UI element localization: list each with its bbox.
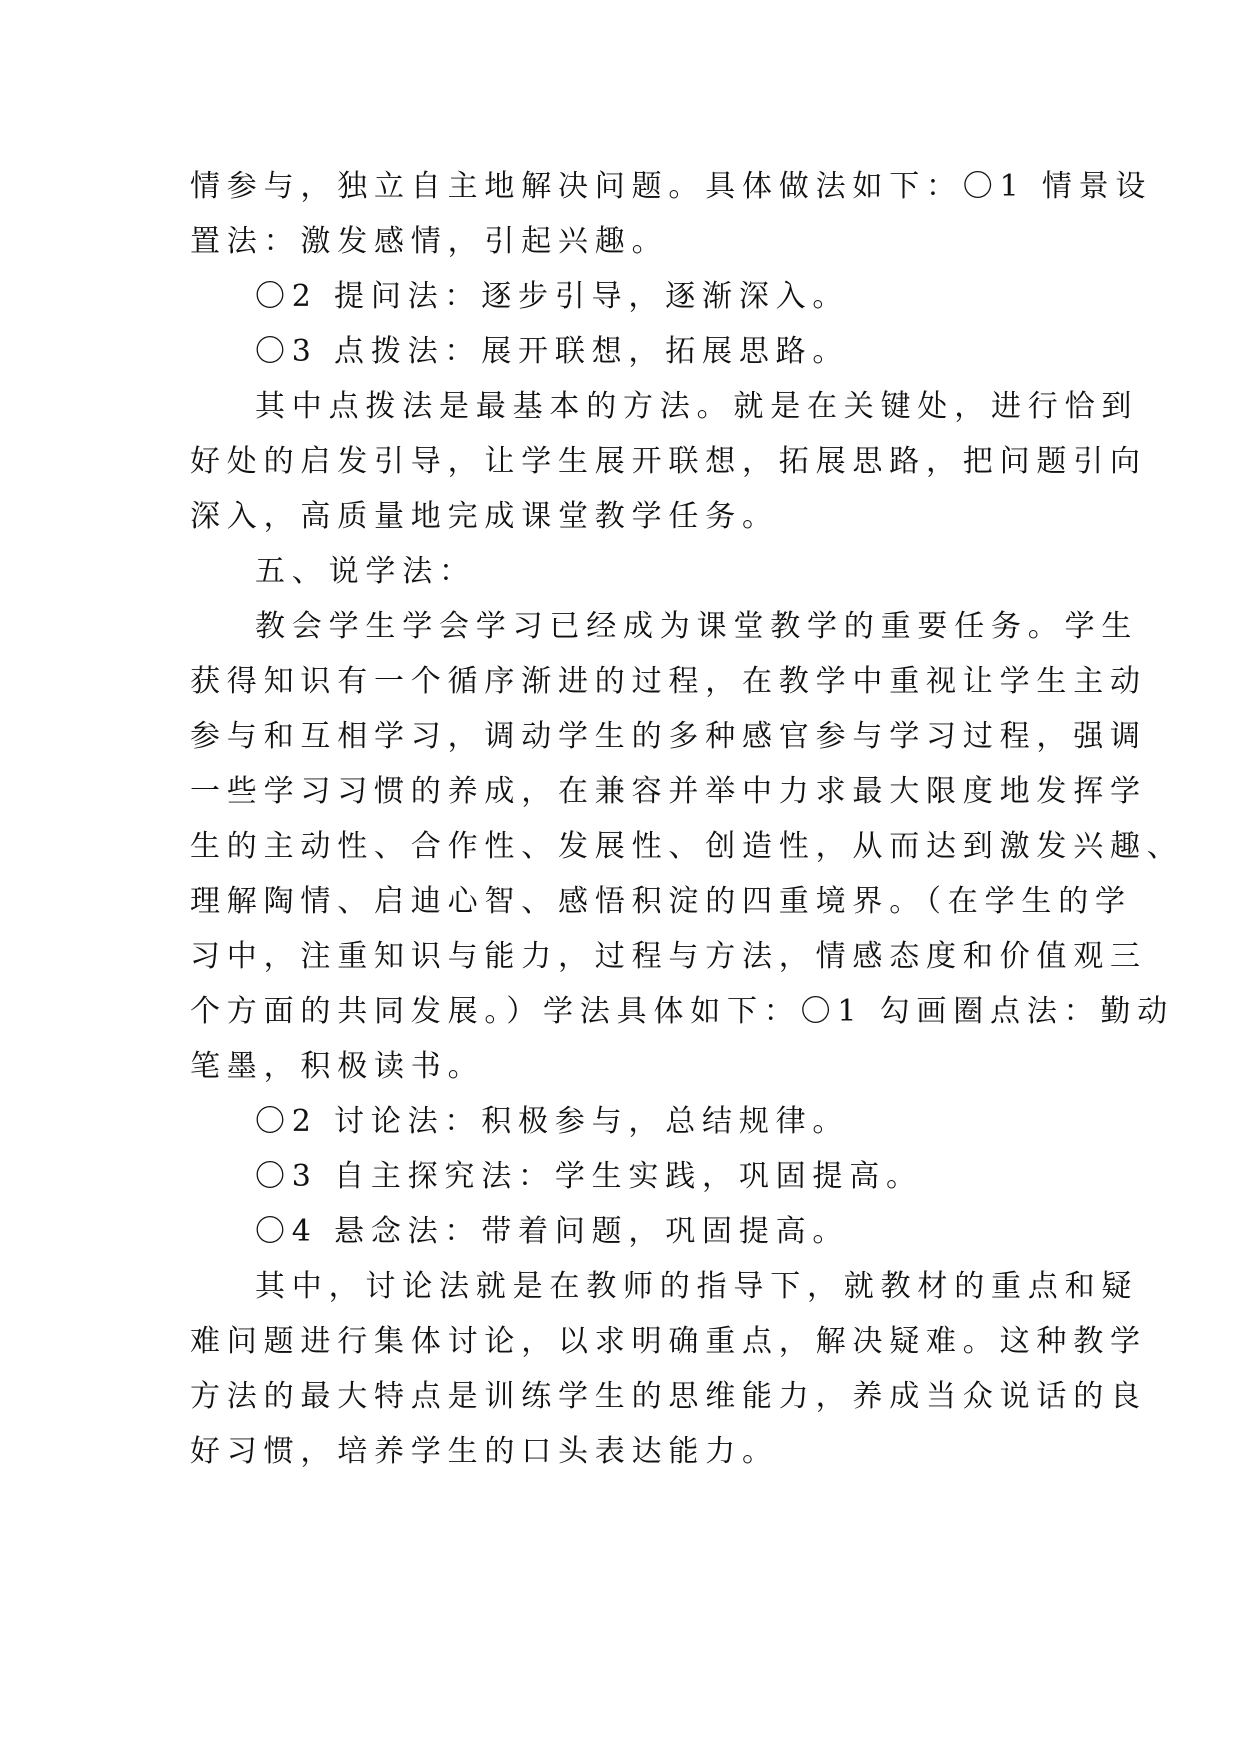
text-line: 笔墨，积极读书。 <box>190 1049 485 1084</box>
text-line: 生的主动性、合作性、发展性、创造性，从而达到激发兴趣、 <box>190 829 1184 864</box>
text-line: 习中，注重知识与能力，过程与方法，情感态度和价值观三 <box>190 939 1147 974</box>
paragraph-start: 其中点拨法是最基本的方法。就是在关键处，进行恰到 <box>255 389 1139 424</box>
text-line: 难问题进行集体讨论，以求明确重点，解决疑难。这种教学 <box>190 1324 1147 1359</box>
text-line: 个方面的共同发展。）学法具体如下：〇1 勾画圈点法：勤动 <box>190 994 1175 1029</box>
text-line: 深入，高质量地完成课堂教学任务。 <box>190 499 779 534</box>
list-item: 〇4 悬念法：带着问题，巩固提高。 <box>255 1214 850 1249</box>
section-heading: 五、说学法： <box>255 554 476 589</box>
text-line: 置法：激发感情，引起兴趣。 <box>190 224 669 259</box>
text-line: 好习惯，培养学生的口头表达能力。 <box>190 1434 779 1469</box>
text-line: 理解陶情、启迪心智、感悟积淀的四重境界。（在学生的学 <box>190 884 1132 919</box>
list-item: 〇2 讨论法：积极参与，总结规律。 <box>255 1104 850 1139</box>
list-item: 〇3 点拨法：展开联想，拓展思路。 <box>255 334 850 369</box>
text-line: 一些学习习惯的养成，在兼容并举中力求最大限度地发挥学 <box>190 774 1147 809</box>
list-item: 〇2 提问法：逐步引导，逐渐深入。 <box>255 279 850 314</box>
paragraph-start: 教会学生学会学习已经成为课堂教学的重要任务。学生 <box>255 609 1139 644</box>
list-item: 〇3 自主探究法：学生实践，巩固提高。 <box>255 1159 923 1194</box>
text-line: 方法的最大特点是训练学生的思维能力，养成当众说话的良 <box>190 1379 1147 1414</box>
text-line: 情参与，独立自主地解决问题。具体做法如下：〇1 情景设 <box>190 169 1153 204</box>
paragraph-start: 其中，讨论法就是在教师的指导下，就教材的重点和疑 <box>255 1269 1139 1304</box>
text-line: 好处的启发引导，让学生展开联想，拓展思路，把问题引向 <box>190 444 1147 479</box>
text-line: 获得知识有一个循序渐进的过程，在教学中重视让学生主动 <box>190 664 1147 699</box>
text-line: 参与和互相学习，调动学生的多种感官参与学习过程，强调 <box>190 719 1147 754</box>
